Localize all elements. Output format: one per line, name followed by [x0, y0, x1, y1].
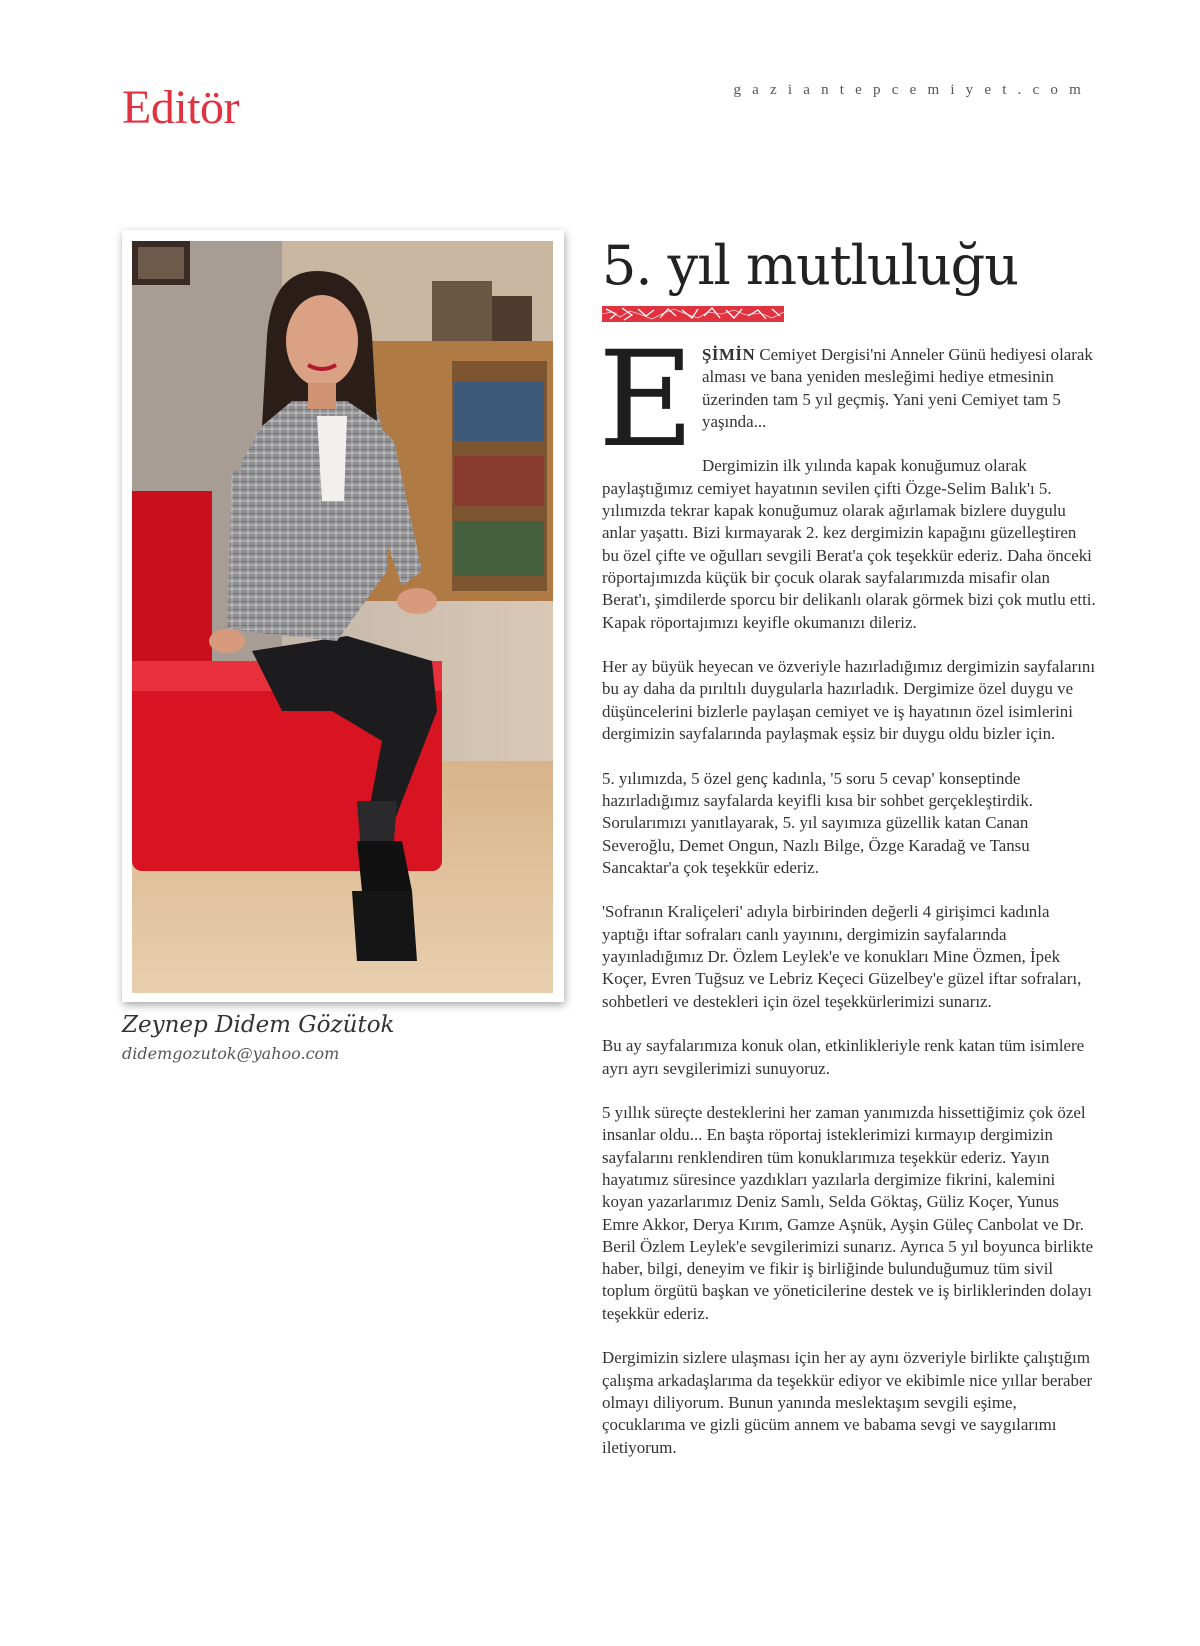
article-paragraph-8: Dergimizin sizlere ulaşması için her ay aynı özveriyle birlikte çalıştığım çalışma arkadaşlarıma da teşekkür ediyor ve ekibimle nice yıllar beraber olmayı diliyorum. Bunun yanında meslektaşım sevgili eşime, çocuklarıma ve gizli gücüm annem ve babama sevgi ve saygılarımı iletiyorum.	[602, 1348, 1093, 1457]
article-title: 5. yıl mutluluğu	[602, 234, 1019, 297]
author-email[interactable]: didemgozutok@yahoo.com	[122, 1044, 340, 1063]
section-label: Editör	[122, 81, 239, 134]
article-paragraph-5: 'Sofranın Kraliçeleri' adıyla birbirinden değerli 4 girişimci kadınla yaptığı iftar sofraları canlı yayınını, dergimizin sayfalarında yayınladığımız Dr. Özlem Leylek'e ve konukları Mine Özmen, İpek Koçer, Evren Tuğsuz ve Lebriz Keçeci Güzelbey'e güzel iftar sofraları, sohbetleri ve destekleri için özel teşekkürlerimizi sunarız.	[602, 902, 1082, 1011]
portrait-photo-icon	[132, 241, 553, 993]
article-paragraph-3: Her ay büyük heyecan ve özveriyle hazırladığımız dergimizin sayfalarını bu ay daha da pırıltılı duygularla hazırladık. Dergimize özel duygu ve düşüncelerini bizlerle paylaşan cemiyet ve iş hayatının özel isimlerini dergimizin sayfalarında paylaşmak eşsiz bir duygu oldu bizler için.	[602, 657, 1096, 744]
drop-cap: E	[598, 323, 695, 477]
article-body	[598, 323, 1096, 1481]
article-paragraph-6: Bu ay sayfalarımıza konuk olan, etkinlikleriyle renk katan tüm isimlere ayrı ayrı sevgilerimizi sunuyoruz.	[602, 1036, 1085, 1078]
article-paragraph-1	[598, 323, 1096, 477]
title-underline-pattern	[602, 306, 784, 322]
article-paragraph-7: 5 yıllık süreçte desteklerini her zaman yanımızda hissettiğimiz çok özel insanlar oldu... En başta röportaj isteklerimizi kırmayıp dergimizin sayfalarını renklendiren tüm konuklarımıza teşekkür ederiz. Yayın hayatımız süresince yazdıkları yazılarla dergimize fikrini, kalemini koyan yazarlarımız Deniz Samlı, Selda Göktaş, Güliz Koçer, Yunus Emre Akkor, Derya Kırım, Gamze Aşnük, Ayşin Güleç Canbolat ve Dr. Beril Özlem Leylek'e sevgilerimizi sunarız. Ayrıca 5 yıl boyunca birlikte haber, bilgi, deneyim ve fikir iş birliğinde bulunduğumuz tüm sivil toplum örgütü başkan ve yöneticilerine destek ve iş birliklerinden dolayı teşekkür ederiz.	[602, 1103, 1094, 1323]
editor-portrait	[122, 230, 564, 1002]
article-paragraph-2: Dergimizin ilk yılında kapak konuğumuz olarak paylaştığımız cemiyet hayatının sevilen çifti Özge-Selim Balık'ı 5. yılımızda tekrar kapak konuğumuz olarak ağırlamak bizlere duygulu anlar yaşattı. Bizi kırmayarak 2. kez dergimizin kapağını güzelleştiren bu özel çifte ve oğulları sevgili Berat'a çok teşekkür ederiz. Daha önceki röportajımızda küçük bir çocuk olarak sayfalarımızda misafir olan Berat'ı, şimdilerde sporcu bir delikanlı olarak görmek bizi çok mutlu etti. Kapak röportajımızı keyifle okumanızı dileriz.	[602, 456, 1096, 632]
article-paragraph-4: 5. yılımızda, 5 özel genç kadınla, '5 soru 5 cevap' konseptinde hazırladığımız sayfalarda keyifli kısa bir sohbet gerçekleştirdik. Sorularımızı yanıtlayarak, 5. yıl sayımıza güzellik katan Canan Severoğlu, Demet Ongun, Nazlı Bilge, Özge Karadağ ve Tansu Sancaktar'a çok teşekkür ederiz.	[602, 768, 1034, 877]
paragraph-text: Cemiyet Dergisi'ni Anneler Günü hediyesi olarak alması ve bana yeniden mesleğimi hediye etmesinin üzerinden tam 5 yıl geçmiş. Yani yeni Cemiyet tam 5 yaşında...	[702, 345, 1093, 431]
lead-word: ŞİMİN	[702, 345, 756, 364]
author-name: Zeynep Didem Gözütok	[122, 1012, 395, 1038]
website-url: gaziantepcemiyet.com	[733, 82, 1092, 98]
